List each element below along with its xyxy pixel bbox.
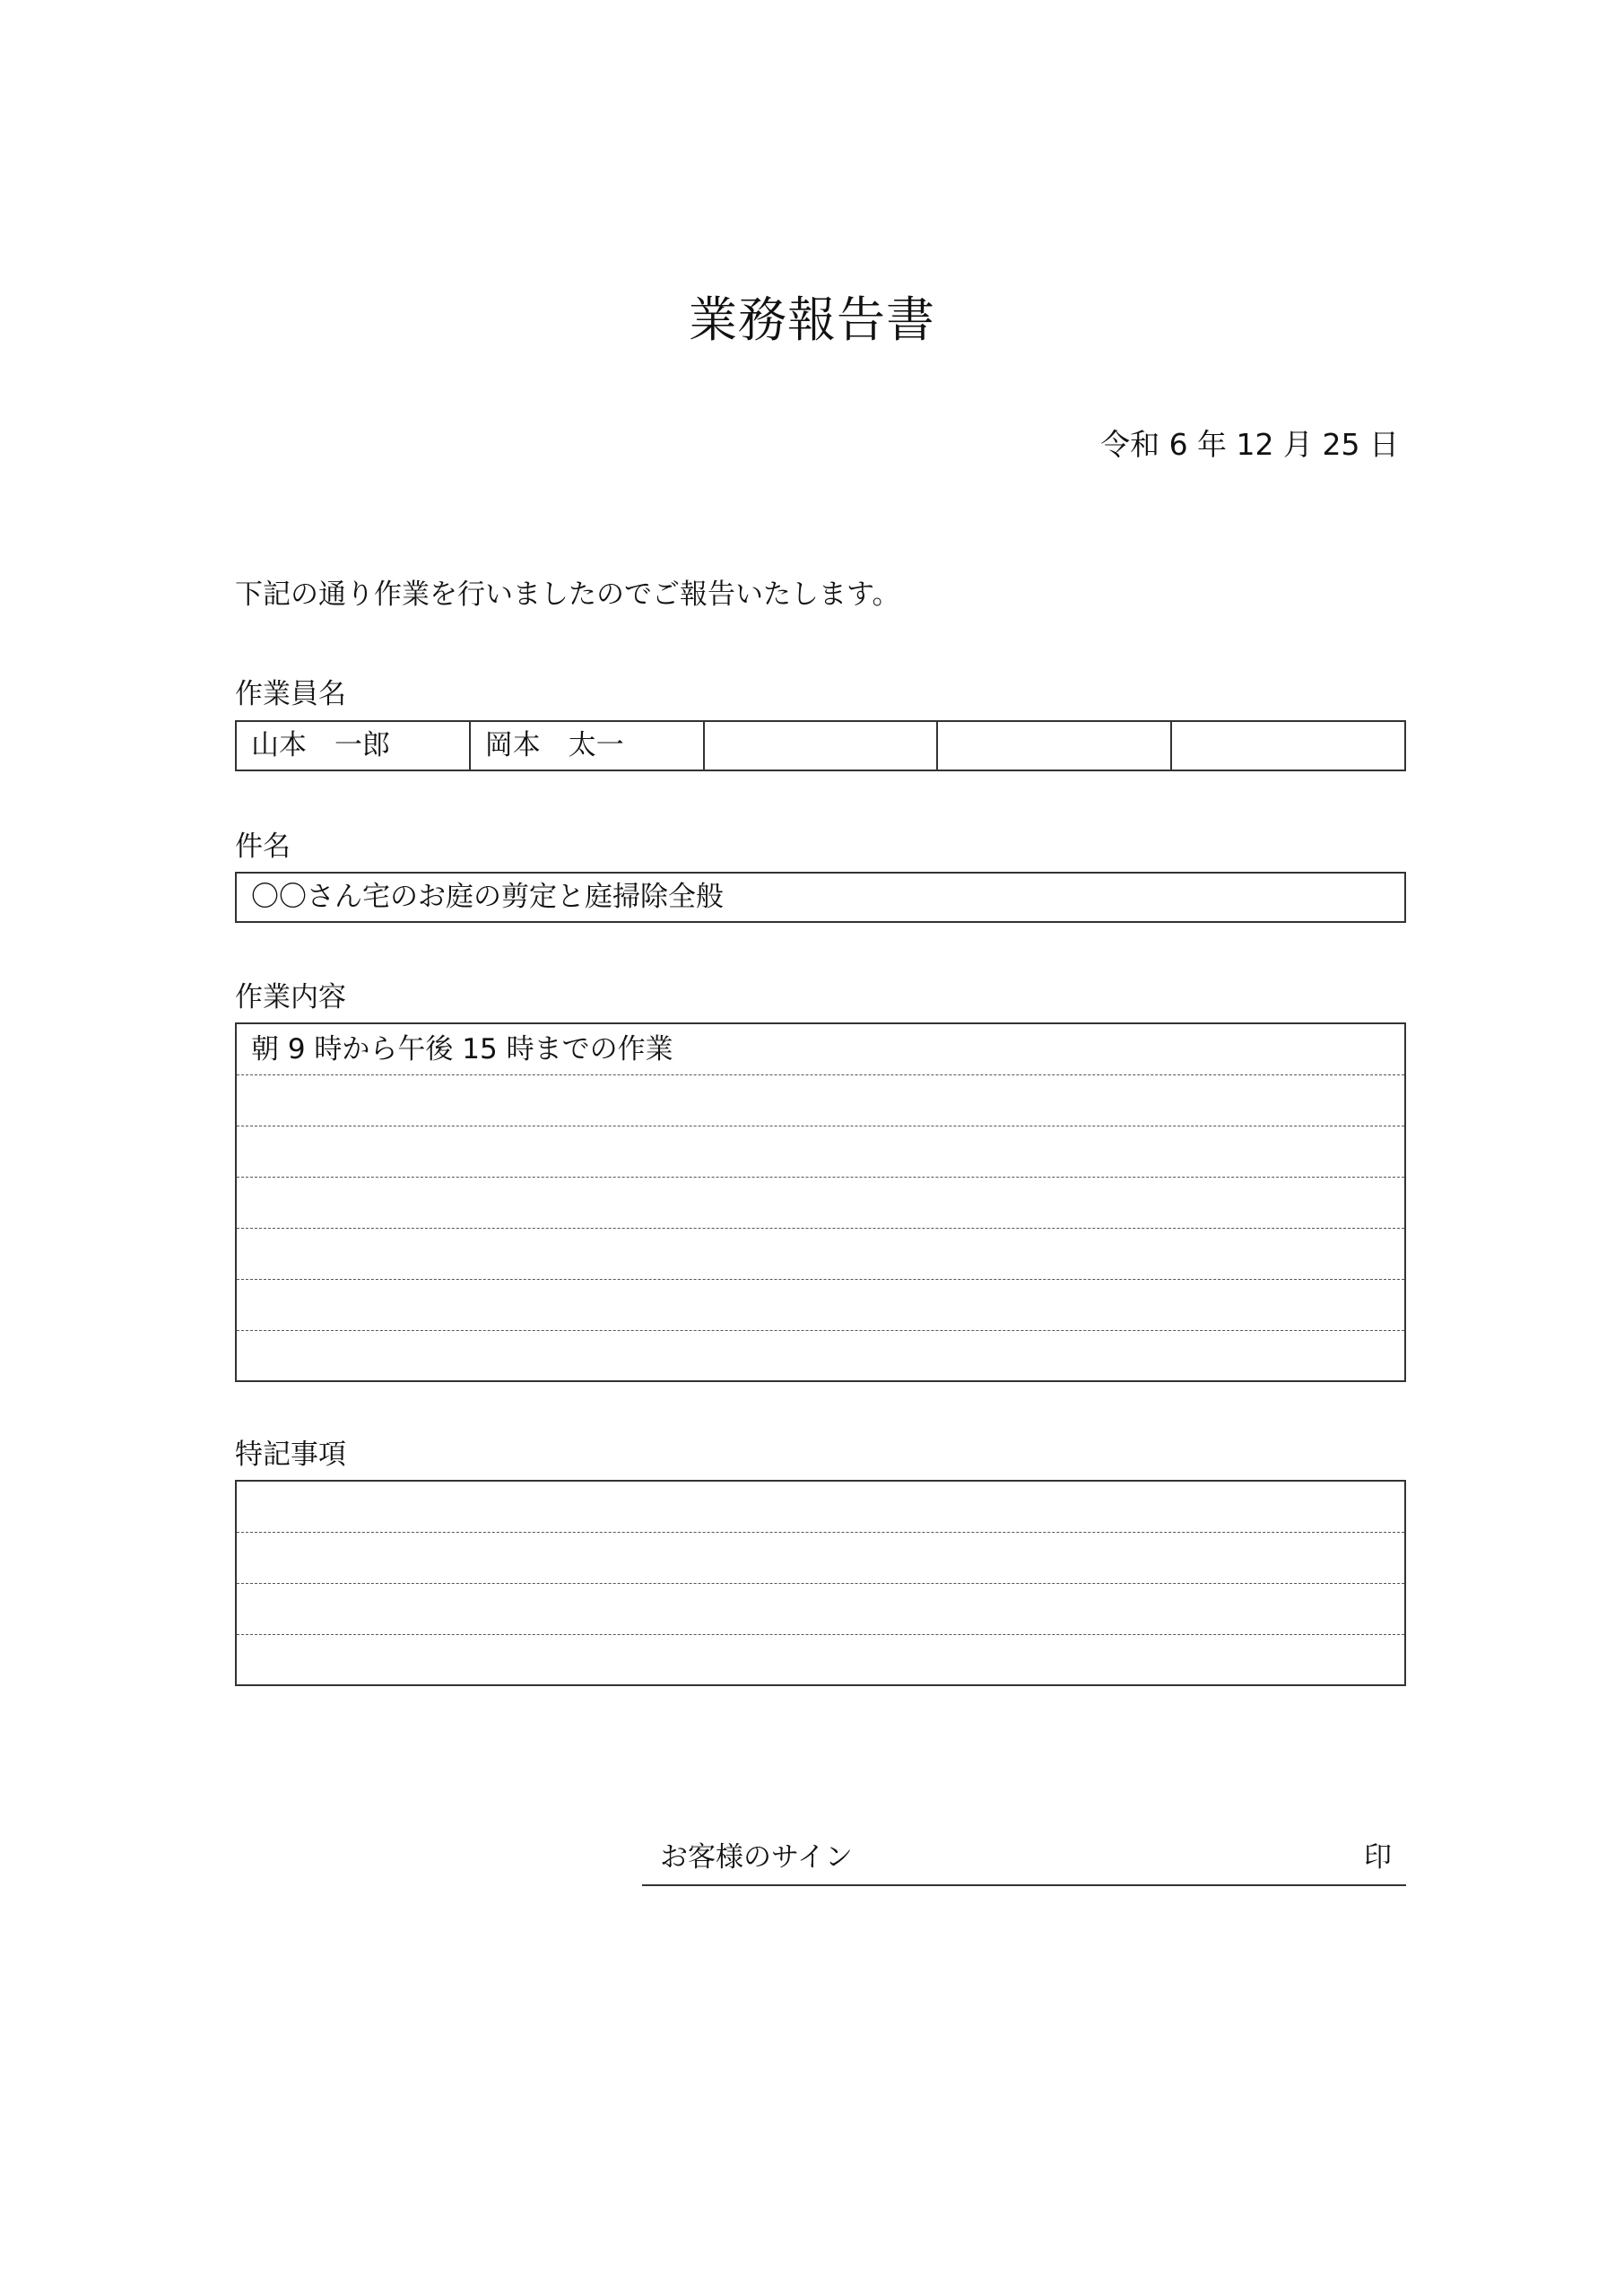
notes-box [235, 1480, 1406, 1686]
worker-cell-4[interactable] [938, 722, 1172, 770]
workers-row [237, 722, 1404, 770]
worker-cell-1[interactable]: 山本 一郎 [237, 722, 471, 770]
notes-line-1[interactable] [237, 1482, 1404, 1533]
intro-text: 下記の通り作業を行いましたのでご報告いたします。 [235, 578, 900, 611]
notes-label: 特記事項 [235, 1439, 346, 1471]
work-details-line-5[interactable] [237, 1229, 1404, 1280]
work-details-line-4[interactable] [237, 1178, 1404, 1229]
subject-value[interactable]: 〇〇さん宅のお庭の剪定と庭掃除全般 [251, 881, 724, 913]
work-details-line-3[interactable] [237, 1126, 1404, 1178]
customer-signature-label: お客様のサイン [660, 1841, 853, 1874]
worker-cell-5[interactable] [1172, 722, 1404, 770]
notes-line-4[interactable] [237, 1635, 1404, 1686]
work-details-line-2[interactable] [237, 1075, 1404, 1126]
workers-label: 作業員名 [235, 678, 346, 710]
report-date: 令和 6 年 12 月 25 日 [1100, 427, 1399, 462]
work-details-label: 作業内容 [235, 981, 346, 1013]
worker-cell-2[interactable]: 岡本 太一 [471, 722, 705, 770]
work-details-line-1[interactable]: 朝 9 時から午後 15 時までの作業 [237, 1024, 1404, 1075]
work-details-box [235, 1022, 1406, 1382]
seal-mark: 印 [1364, 1841, 1392, 1874]
workers-table [235, 720, 1406, 771]
document-title: 業務報告書 [689, 291, 935, 348]
worker-cell-3[interactable] [705, 722, 939, 770]
notes-line-3[interactable] [237, 1584, 1404, 1635]
notes-line-2[interactable] [237, 1533, 1404, 1584]
subject-box [235, 872, 1406, 923]
work-details-line-6[interactable] [237, 1280, 1404, 1331]
work-details-line-7[interactable] [237, 1331, 1404, 1382]
customer-signature-field[interactable] [642, 1836, 1406, 1886]
subject-label: 件名 [235, 831, 291, 863]
